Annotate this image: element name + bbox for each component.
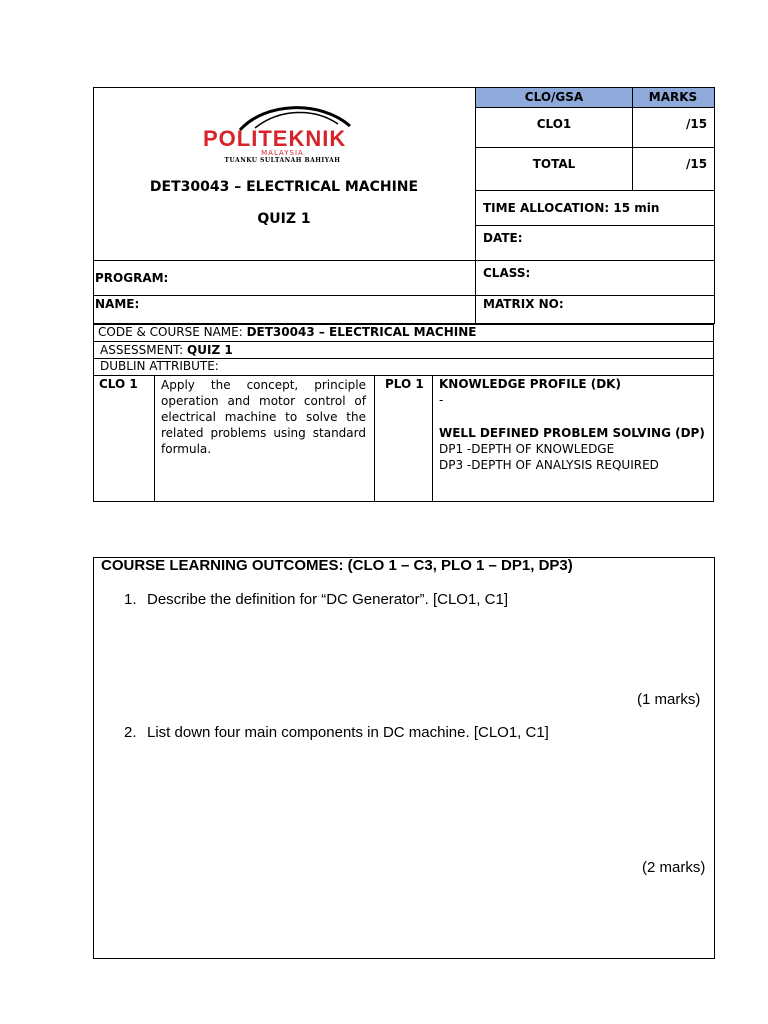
marks-col-divider xyxy=(632,88,633,191)
info-col-divider-1 xyxy=(154,376,155,502)
row-divider-5 xyxy=(93,295,715,296)
info-divider-3 xyxy=(93,375,714,376)
clo-description: Apply the concept, principle operation and motor control of electrical machine to solve the related problems using standard formula. xyxy=(161,378,366,456)
name-label: NAME: xyxy=(95,297,140,311)
code-course-row xyxy=(98,325,476,339)
politeknik-logo xyxy=(200,104,365,168)
course-title: DET30043 – ELECTRICAL MACHINE xyxy=(149,179,419,195)
row-divider-4 xyxy=(93,260,715,261)
question-2-text: List down four main components in DC machine. [CLO1, C1] xyxy=(147,724,549,741)
knowledge-profile-title: KNOWLEDGE PROFILE (DK) xyxy=(439,377,621,391)
question-1-number: 1. xyxy=(124,591,137,608)
question-1-marks: (1 marks) xyxy=(637,691,701,708)
dp1-item: DP1 -DEPTH OF KNOWLEDGE xyxy=(439,442,615,456)
code-course-value: DET30043 – ELECTRICAL MACHINE xyxy=(246,325,477,339)
dp3-item: DP3 -DEPTH OF ANALYSIS REQUIRED xyxy=(439,458,659,472)
question-2-number: 2. xyxy=(124,724,137,741)
total-marks: /15 xyxy=(686,157,708,171)
clo1-marks: /15 xyxy=(686,117,708,131)
assessment-row xyxy=(100,343,233,357)
assessment-value: QUIZ 1 xyxy=(187,343,233,357)
question-1-text: Describe the definition for “DC Generator”. [CLO1, C1] xyxy=(147,591,508,608)
program-label: PROGRAM: xyxy=(95,271,169,285)
question-2-marks: (2 marks) xyxy=(642,859,706,876)
class-label: CLASS: xyxy=(483,266,531,280)
logo-sub: MALAYSIA xyxy=(261,149,304,157)
clo-label: CLO 1 xyxy=(99,377,138,391)
marks-col-header: MARKS xyxy=(648,90,698,104)
row-divider-1 xyxy=(476,147,714,148)
time-allocation: TIME ALLOCATION: 15 min xyxy=(483,201,660,215)
total-cell: TOTAL xyxy=(532,157,576,171)
clo1-cell: CLO1 xyxy=(536,117,572,131)
info-col-divider-2 xyxy=(374,376,375,502)
logo-name: POLITEKNIK xyxy=(203,126,347,151)
knowledge-profile-value: - xyxy=(439,393,444,407)
assessment-label: ASSESSMENT: xyxy=(100,343,188,357)
dublin-attribute-label: DUBLIN ATTRIBUTE: xyxy=(100,359,219,373)
code-course-label: CODE & COURSE NAME: xyxy=(98,325,247,339)
plo-label: PLO 1 xyxy=(385,377,424,391)
clo-heading: COURSE LEARNING OUTCOMES: (CLO 1 – C3, PLO 1 – DP1, DP3) xyxy=(101,557,573,574)
matrix-label: MATRIX NO: xyxy=(483,297,564,311)
clo-col-header: CLO/GSA xyxy=(524,90,584,104)
quiz-title: QUIZ 1 xyxy=(257,211,311,227)
info-col-divider-3 xyxy=(432,376,433,502)
row-divider-2 xyxy=(476,190,714,191)
questions-box xyxy=(93,557,715,959)
logo-tagline: TUANKU SULTANAH BAHIYAH xyxy=(224,157,341,164)
date-label: DATE: xyxy=(483,231,523,245)
info-divider-1 xyxy=(93,341,714,342)
problem-solving-title: WELL DEFINED PROBLEM SOLVING (DP) xyxy=(439,426,705,440)
row-divider-3 xyxy=(476,225,714,226)
